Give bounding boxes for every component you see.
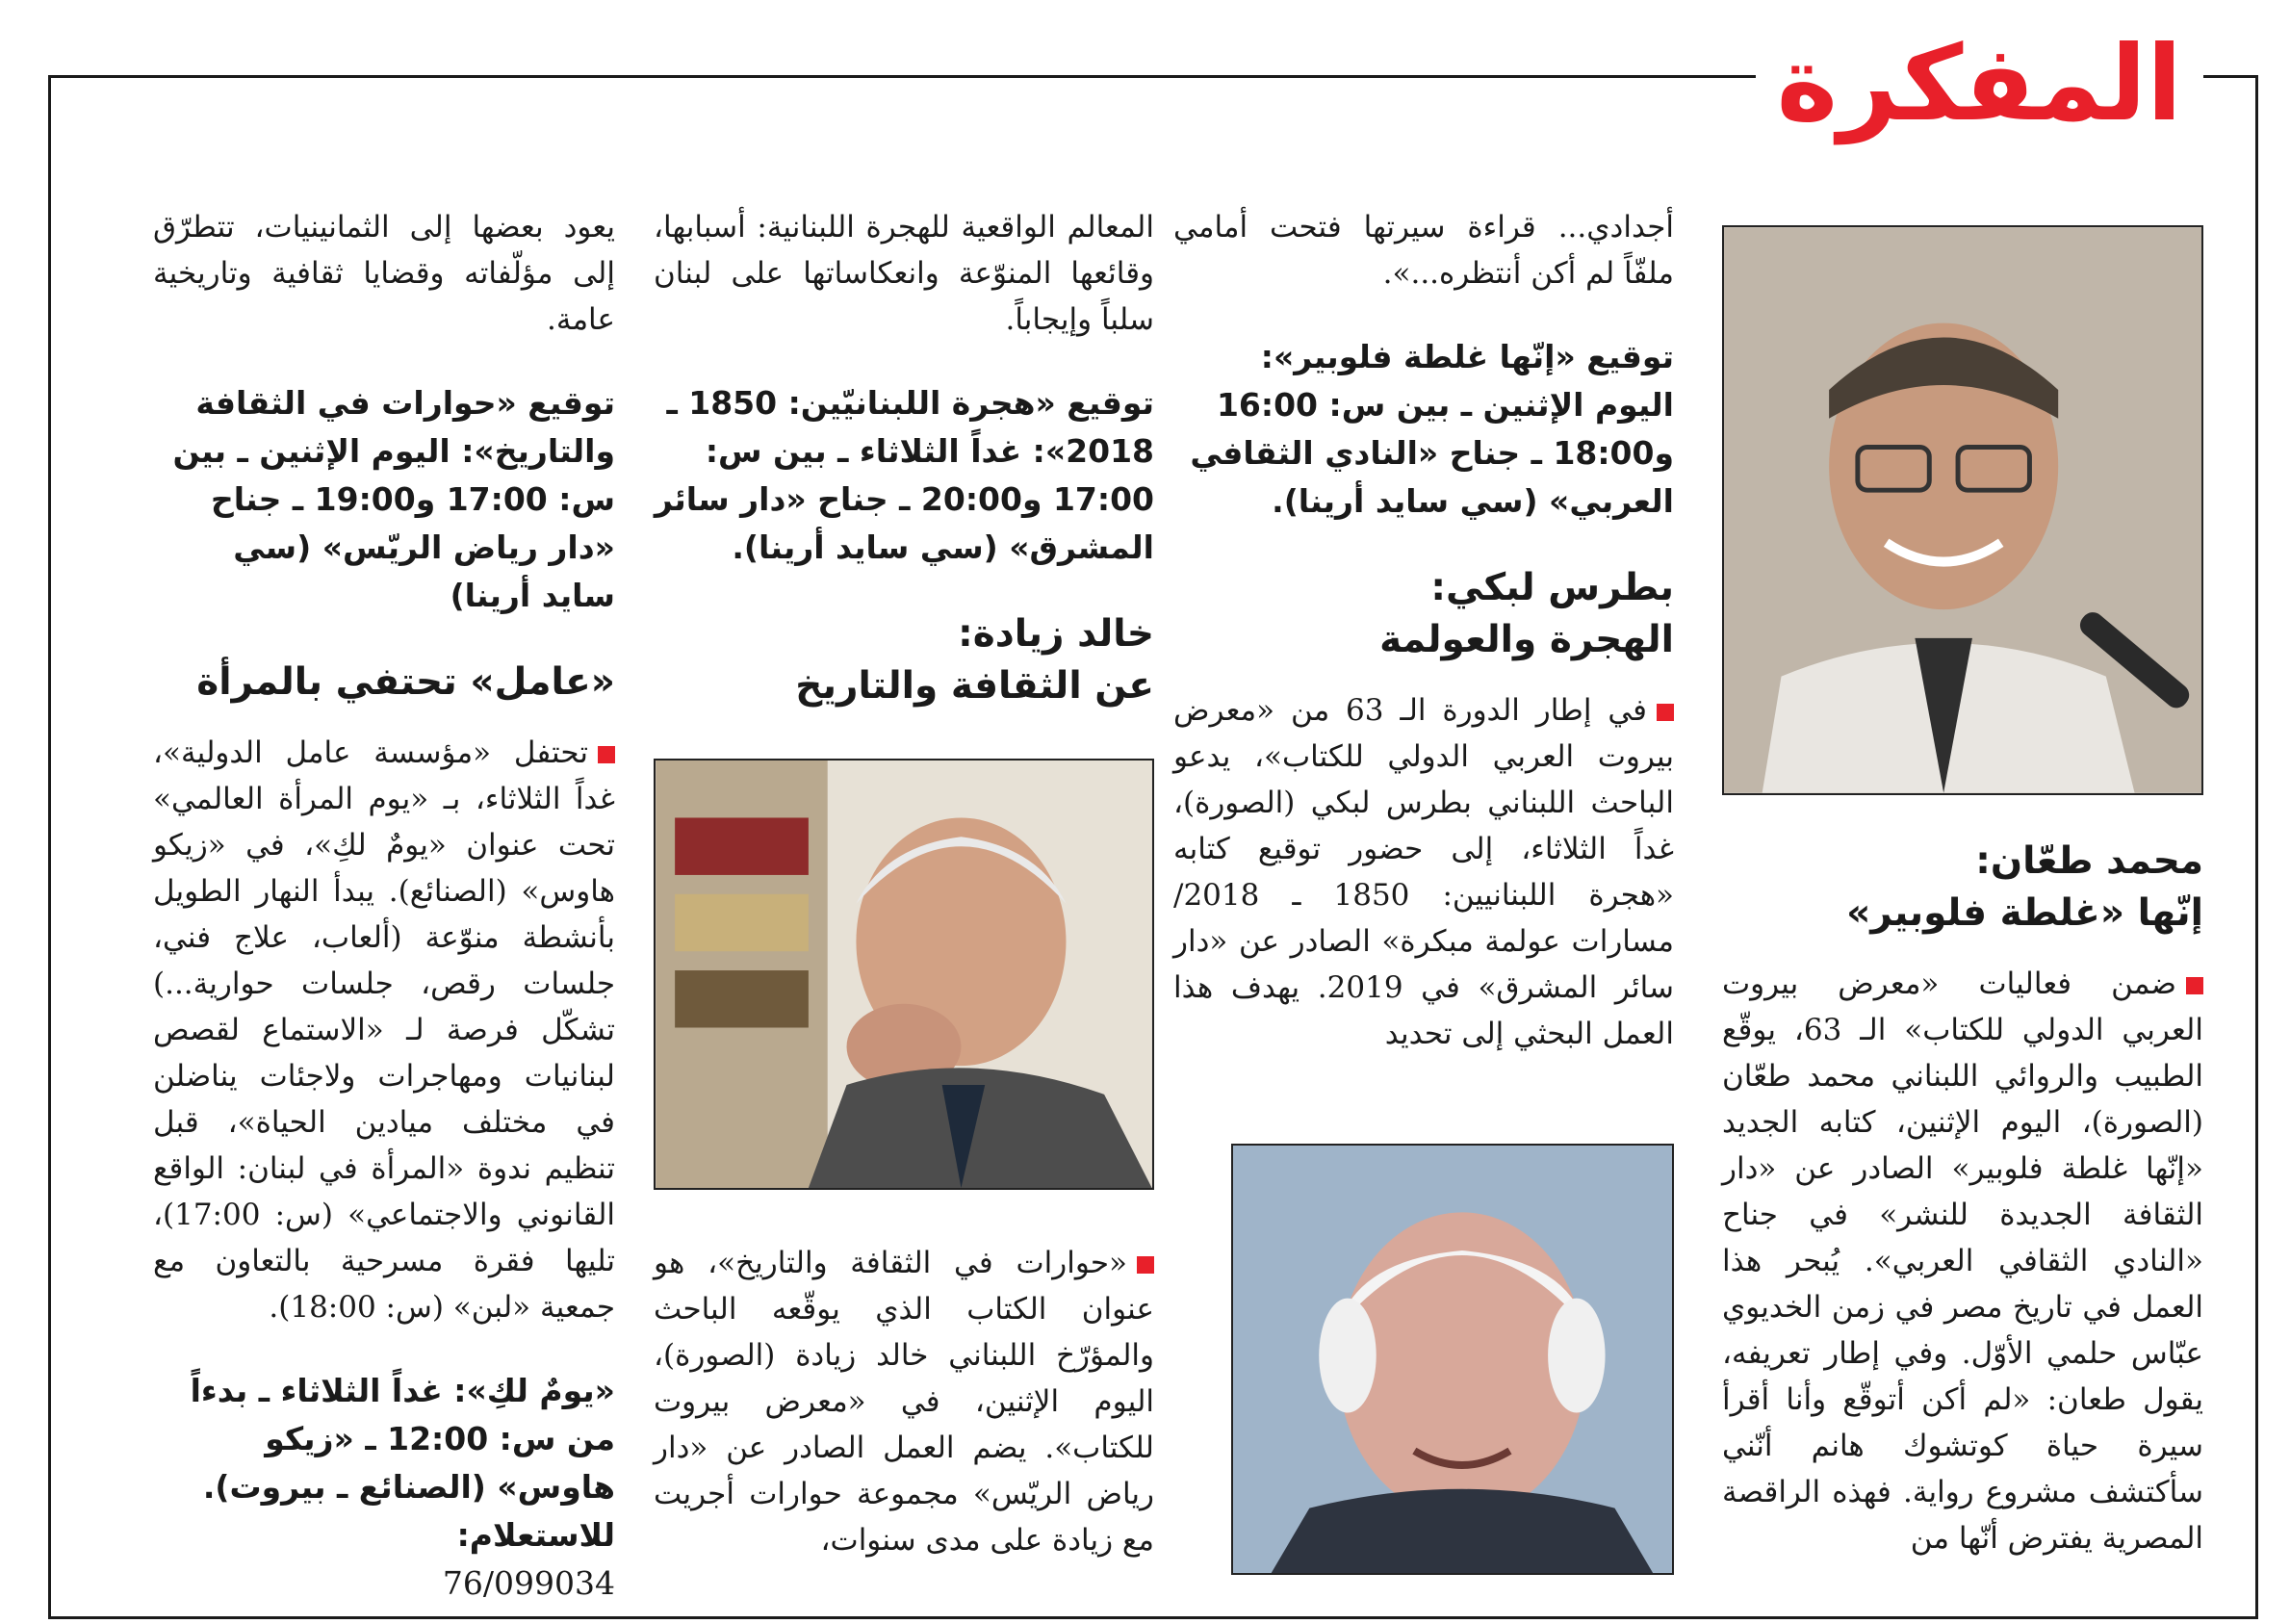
bullet-square-icon	[1137, 1256, 1154, 1274]
photo-mohammad-taan	[1722, 225, 2203, 795]
article-taan	[1722, 836, 2203, 1561]
masthead	[1756, 24, 2203, 144]
heading-amel: «عامل» تحتفي بالمرأة	[196, 660, 615, 704]
heading-labaki-title: الهجرة والعولمة	[1379, 618, 1674, 661]
photo-boutros-labaki	[1231, 1144, 1674, 1575]
article-ziadeh	[654, 1240, 1154, 1563]
heading-ziadeh-title: عن الثقافة والتاريخ	[795, 664, 1154, 708]
heading-taan-name: محمد طعّان:	[1975, 839, 2203, 883]
portrait-illustration	[1724, 227, 2201, 793]
event-amel-phone: 76/099034	[442, 1564, 615, 1602]
heading-labaki-name: بطرس لبكي:	[1430, 566, 1674, 609]
signing-ziadeh: توقيع «حوارات في الثقافة والتاريخ»: اليوم الإثنين ـ بين س: 17:00 و19:00 ـ جناح «دار رياض الريّس» (سي سايد أرينا)	[172, 384, 615, 614]
article-labaki-body: في إطار الدورة الـ 63 من «معرض بيروت العربي الدولي للكتاب»، يدعو الباحث اللبناني بطرس لبكي (الصورة)، غداً الثلاثاء، إلى حضور توقيع كتابه «هجرة اللبنانيين: 1850 ـ 2018/ مسارات عولمة مبكرة» الصادر عن «دار سائر المشرق» في 2019. يهدف هذا العمل البحثي إلى تحديد	[1173, 693, 1675, 1051]
column-3	[654, 204, 1154, 712]
event-amel: «يومٌ لكِ»: غداً الثلاثاء ـ بدءاً من س: 12:00 ـ «زيكو هاوس» (الصنائع ـ بيروت). للاستعلام:	[190, 1372, 615, 1554]
article-taan-body: ضمن فعاليات «معرض بيروت العربي الدولي للكتاب» الـ 63، يوقّع الطبيب والروائي اللبناني محمد طعّان (الصورة)، اليوم الإثنين، كتابه الجديد «إنّها غلطة فلوبير» الصادر عن «دار الثقافة الجديدة للنشر» في جناح «النادي الثقافي العربي». يُبحر هذا العمل في تاريخ مصر في زمن الخديوي عبّاس حلمي الأوّل. وفي إطار تعريفه، يقول طعان: «لم أكن أتوقّع وأنا أقرأ سيرة حياة كوتشوك هانم أنّني سأكتشف مشروع رواية. فهذه الراقصة المصرية يفترض أنّها من	[1722, 967, 2203, 1556]
photo-khaled-ziadeh	[654, 759, 1154, 1190]
article-taan-continuation: أجدادي... قراءة سيرتها فتحت أمامي ملفّاً لم أكن أنتظره...».	[1173, 210, 1674, 291]
column-4	[153, 204, 615, 1608]
signing-labaki: توقيع «هجرة اللبنانيّين: 1850 ـ 2018»: غداً الثلاثاء ـ بين س: 17:00 و20:00 ـ جناح «دار سائر المشرق» (سي سايد أرينا).	[654, 384, 1154, 566]
article-labaki-continuation: المعالم الواقعية للهجرة اللبنانية: أسبابها، وقائعها المنوّعة وانعكاساتها على لبنان سلباً وإيجاباً.	[654, 210, 1154, 337]
bullet-square-icon	[598, 746, 615, 763]
signing-taan: توقيع «إنّها غلطة فلوبير»: اليوم الإثنين ـ بين س: 16:00 و18:00 ـ جناح «النادي الثقافي العربي» (سي سايد أرينا).	[1190, 338, 1674, 520]
portrait-illustration	[656, 760, 1152, 1188]
heading-taan-title: إنّها «غلطة فلوبير»	[1846, 891, 2203, 935]
article-ziadeh-body: «حوارات في الثقافة والتاريخ»، هو عنوان الكتاب الذي يوقّعه الباحث والمؤرّخ اللبناني خالد زيادة (الصورة)، اليوم الإثنين، في «معرض بيروت للكتاب». يضم العمل الصادر عن «دار رياض الريّس» مجموعة حوارات أجريت مع زيادة على مدى سنوات،	[654, 1246, 1154, 1558]
article-ziadeh-continuation: يعود بعضها إلى الثمانينيات، تتطرّق إلى مؤلّفاته وقضايا ثقافية وتاريخية عامة.	[153, 210, 615, 337]
bullet-square-icon	[1657, 704, 1674, 721]
bullet-square-icon	[2186, 977, 2203, 994]
heading-ziadeh-name: خالد زيادة:	[958, 612, 1154, 656]
masthead-title: المفكرة	[1776, 24, 2182, 144]
column-2	[1173, 204, 1674, 1057]
portrait-illustration	[1233, 1146, 1672, 1573]
article-amel-body: تحتفل «مؤسسة عامل الدولية»، غداً الثلاثاء، بـ «يوم المرأة العالمي» تحت عنوان «يومٌ لكِ»، في «زيكو هاوس» (الصنائع). يبدأ النهار الطويل بأنشطة منوّعة (ألعاب، علاج فني، جلسات رقص، جلسات حوارية...) تشكّل فرصة لـ «الاستماع لقصص لبنانيات ومهاجرات ولاجئات يناضلن في مختلف ميادين الحياة»، قبل تنظيم ندوة «المرأة في لبنان: الواقع القانوني والاجتماعي» (س: 17:00)، تليها فقرة مسرحية بالتعاون مع جمعية «لبن» (س: 18:00).	[153, 735, 615, 1325]
